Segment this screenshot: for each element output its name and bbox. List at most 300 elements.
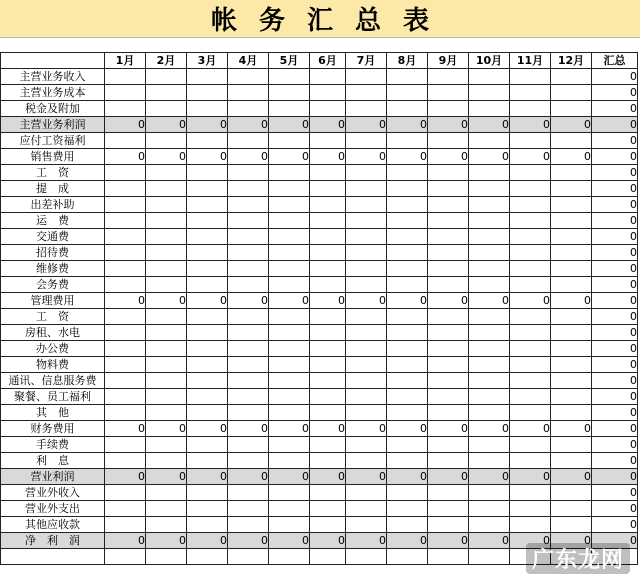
row-label[interactable]: 销售费用: [1, 149, 105, 165]
value-cell[interactable]: [428, 437, 469, 453]
value-cell[interactable]: [510, 85, 551, 101]
row-label[interactable]: 主营业务成本: [1, 85, 105, 101]
value-cell[interactable]: [510, 341, 551, 357]
value-cell[interactable]: 0: [105, 293, 146, 309]
row-label[interactable]: 工 资: [1, 309, 105, 325]
value-cell[interactable]: 0: [146, 149, 187, 165]
value-cell[interactable]: [469, 357, 510, 373]
value-cell[interactable]: 0: [428, 533, 469, 549]
value-cell[interactable]: [469, 229, 510, 245]
value-cell[interactable]: [510, 485, 551, 501]
value-cell[interactable]: [346, 229, 387, 245]
value-cell[interactable]: [551, 501, 592, 517]
value-cell[interactable]: [469, 69, 510, 85]
value-cell[interactable]: [269, 261, 310, 277]
value-cell[interactable]: 0: [387, 293, 428, 309]
value-cell[interactable]: [387, 85, 428, 101]
value-cell[interactable]: [187, 197, 228, 213]
value-cell[interactable]: [346, 309, 387, 325]
value-cell[interactable]: 0: [105, 149, 146, 165]
value-cell[interactable]: [310, 181, 346, 197]
value-cell[interactable]: [269, 101, 310, 117]
value-cell[interactable]: [105, 261, 146, 277]
value-cell[interactable]: [269, 517, 310, 533]
value-cell[interactable]: [105, 277, 146, 293]
value-cell[interactable]: [228, 453, 269, 469]
value-cell[interactable]: [428, 165, 469, 181]
value-cell[interactable]: [510, 229, 551, 245]
row-label[interactable]: 物料费: [1, 357, 105, 373]
value-cell[interactable]: 0: [592, 149, 638, 165]
value-cell[interactable]: [228, 261, 269, 277]
value-cell[interactable]: [346, 341, 387, 357]
value-cell[interactable]: [105, 213, 146, 229]
value-cell[interactable]: [469, 85, 510, 101]
value-cell[interactable]: [228, 85, 269, 101]
value-cell[interactable]: 0: [592, 261, 638, 277]
value-cell[interactable]: [510, 213, 551, 229]
value-cell[interactable]: [146, 133, 187, 149]
value-cell[interactable]: 0: [592, 309, 638, 325]
value-cell[interactable]: 0: [592, 421, 638, 437]
value-cell[interactable]: [269, 213, 310, 229]
value-cell[interactable]: [428, 309, 469, 325]
value-cell[interactable]: 0: [592, 469, 638, 485]
value-cell[interactable]: [187, 357, 228, 373]
value-cell[interactable]: [310, 133, 346, 149]
value-cell[interactable]: [510, 261, 551, 277]
value-cell[interactable]: 0: [187, 421, 228, 437]
value-cell[interactable]: [469, 437, 510, 453]
value-cell[interactable]: [428, 213, 469, 229]
value-cell[interactable]: 0: [592, 405, 638, 421]
value-cell[interactable]: [228, 165, 269, 181]
value-cell[interactable]: [428, 405, 469, 421]
value-cell[interactable]: [310, 213, 346, 229]
value-cell[interactable]: [346, 181, 387, 197]
value-cell[interactable]: 0: [187, 533, 228, 549]
value-cell[interactable]: [469, 213, 510, 229]
value-cell[interactable]: [510, 517, 551, 533]
value-cell[interactable]: [310, 261, 346, 277]
value-cell[interactable]: 0: [592, 453, 638, 469]
value-cell[interactable]: [310, 197, 346, 213]
value-cell[interactable]: [346, 389, 387, 405]
value-cell[interactable]: [510, 437, 551, 453]
value-cell[interactable]: [551, 181, 592, 197]
value-cell[interactable]: [269, 69, 310, 85]
row-label[interactable]: 房租、水电: [1, 325, 105, 341]
value-cell[interactable]: [187, 517, 228, 533]
row-label[interactable]: 财务费用: [1, 421, 105, 437]
value-cell[interactable]: [551, 69, 592, 85]
value-cell[interactable]: 0: [592, 533, 638, 549]
value-cell[interactable]: [387, 197, 428, 213]
value-cell[interactable]: [228, 101, 269, 117]
value-cell[interactable]: [346, 261, 387, 277]
value-cell[interactable]: 0: [551, 533, 592, 549]
value-cell[interactable]: [187, 101, 228, 117]
value-cell[interactable]: 0: [387, 469, 428, 485]
value-cell[interactable]: [269, 245, 310, 261]
value-cell[interactable]: [228, 501, 269, 517]
value-cell[interactable]: [269, 309, 310, 325]
value-cell[interactable]: [269, 181, 310, 197]
value-cell[interactable]: 0: [228, 469, 269, 485]
value-cell[interactable]: 0: [592, 229, 638, 245]
value-cell[interactable]: [310, 453, 346, 469]
value-cell[interactable]: [310, 549, 346, 565]
value-cell[interactable]: [551, 325, 592, 341]
value-cell[interactable]: [310, 341, 346, 357]
value-cell[interactable]: [346, 85, 387, 101]
value-cell[interactable]: 0: [387, 149, 428, 165]
value-cell[interactable]: [105, 437, 146, 453]
value-cell[interactable]: [146, 549, 187, 565]
value-cell[interactable]: [387, 181, 428, 197]
value-cell[interactable]: [105, 357, 146, 373]
value-cell[interactable]: [310, 277, 346, 293]
value-cell[interactable]: 0: [551, 293, 592, 309]
value-cell[interactable]: [269, 405, 310, 421]
value-cell[interactable]: 0: [592, 133, 638, 149]
value-cell[interactable]: [105, 341, 146, 357]
row-label[interactable]: 利 息: [1, 453, 105, 469]
value-cell[interactable]: 0: [346, 533, 387, 549]
value-cell[interactable]: [387, 485, 428, 501]
value-cell[interactable]: [551, 197, 592, 213]
value-cell[interactable]: 0: [146, 293, 187, 309]
value-cell[interactable]: 0: [346, 421, 387, 437]
value-cell[interactable]: 0: [510, 293, 551, 309]
value-cell[interactable]: 0: [228, 533, 269, 549]
value-cell[interactable]: [146, 213, 187, 229]
value-cell[interactable]: 0: [592, 181, 638, 197]
value-cell[interactable]: [551, 309, 592, 325]
value-cell[interactable]: [146, 517, 187, 533]
value-cell[interactable]: [146, 85, 187, 101]
value-cell[interactable]: [510, 133, 551, 149]
value-cell[interactable]: [228, 373, 269, 389]
value-cell[interactable]: [310, 245, 346, 261]
value-cell[interactable]: 0: [428, 469, 469, 485]
value-cell[interactable]: 0: [228, 293, 269, 309]
value-cell[interactable]: [551, 517, 592, 533]
value-cell[interactable]: [187, 453, 228, 469]
value-cell[interactable]: [187, 309, 228, 325]
value-cell[interactable]: [187, 389, 228, 405]
value-cell[interactable]: [346, 437, 387, 453]
value-cell[interactable]: [228, 181, 269, 197]
value-cell[interactable]: [469, 261, 510, 277]
value-cell[interactable]: 0: [269, 149, 310, 165]
value-cell[interactable]: [146, 261, 187, 277]
value-cell[interactable]: 0: [592, 117, 638, 133]
row-label[interactable]: 运 费: [1, 213, 105, 229]
value-cell[interactable]: [428, 485, 469, 501]
value-cell[interactable]: [187, 405, 228, 421]
value-cell[interactable]: [187, 261, 228, 277]
value-cell[interactable]: 0: [269, 533, 310, 549]
value-cell[interactable]: [146, 165, 187, 181]
value-cell[interactable]: [387, 277, 428, 293]
value-cell[interactable]: [228, 245, 269, 261]
value-cell[interactable]: [510, 69, 551, 85]
value-cell[interactable]: [146, 181, 187, 197]
value-cell[interactable]: [387, 309, 428, 325]
value-cell[interactable]: [428, 453, 469, 469]
value-cell[interactable]: [428, 197, 469, 213]
row-label[interactable]: 应付工资福利: [1, 133, 105, 149]
value-cell[interactable]: 0: [592, 485, 638, 501]
value-cell[interactable]: [428, 181, 469, 197]
value-cell[interactable]: [146, 373, 187, 389]
value-cell[interactable]: [510, 277, 551, 293]
value-cell[interactable]: 0: [592, 325, 638, 341]
value-cell[interactable]: 0: [310, 533, 346, 549]
value-cell[interactable]: [387, 101, 428, 117]
value-cell[interactable]: [346, 325, 387, 341]
value-cell[interactable]: 0: [269, 117, 310, 133]
value-cell[interactable]: [310, 437, 346, 453]
value-cell[interactable]: [310, 485, 346, 501]
value-cell[interactable]: [105, 229, 146, 245]
value-cell[interactable]: [469, 485, 510, 501]
value-cell[interactable]: 0: [592, 341, 638, 357]
value-cell[interactable]: 0: [592, 293, 638, 309]
value-cell[interactable]: [228, 133, 269, 149]
row-label[interactable]: 税金及附加: [1, 101, 105, 117]
value-cell[interactable]: 0: [592, 85, 638, 101]
value-cell[interactable]: 0: [469, 469, 510, 485]
value-cell[interactable]: [187, 373, 228, 389]
value-cell[interactable]: 0: [469, 533, 510, 549]
value-cell[interactable]: [428, 389, 469, 405]
value-cell[interactable]: 0: [310, 293, 346, 309]
value-cell[interactable]: 0: [105, 469, 146, 485]
value-cell[interactable]: 0: [592, 373, 638, 389]
value-cell[interactable]: [269, 277, 310, 293]
value-cell[interactable]: [105, 85, 146, 101]
value-cell[interactable]: [146, 341, 187, 357]
value-cell[interactable]: [387, 69, 428, 85]
value-cell[interactable]: [228, 325, 269, 341]
value-cell[interactable]: [551, 373, 592, 389]
value-cell[interactable]: [105, 373, 146, 389]
value-cell[interactable]: [469, 277, 510, 293]
row-label[interactable]: 办公费: [1, 341, 105, 357]
value-cell[interactable]: [551, 101, 592, 117]
value-cell[interactable]: [228, 229, 269, 245]
value-cell[interactable]: [269, 197, 310, 213]
row-label[interactable]: 提 成: [1, 181, 105, 197]
value-cell[interactable]: 0: [228, 421, 269, 437]
value-cell[interactable]: [428, 501, 469, 517]
value-cell[interactable]: 0: [346, 293, 387, 309]
value-cell[interactable]: [346, 373, 387, 389]
value-cell[interactable]: [269, 437, 310, 453]
value-cell[interactable]: [469, 453, 510, 469]
value-cell[interactable]: 0: [510, 533, 551, 549]
value-cell[interactable]: [310, 325, 346, 341]
value-cell[interactable]: [228, 549, 269, 565]
row-label[interactable]: 其 他: [1, 405, 105, 421]
value-cell[interactable]: [469, 325, 510, 341]
value-cell[interactable]: [269, 501, 310, 517]
value-cell[interactable]: [269, 229, 310, 245]
value-cell[interactable]: [346, 549, 387, 565]
value-cell[interactable]: [387, 357, 428, 373]
value-cell[interactable]: [105, 69, 146, 85]
value-cell[interactable]: [310, 101, 346, 117]
value-cell[interactable]: [510, 165, 551, 181]
value-cell[interactable]: 0: [592, 197, 638, 213]
value-cell[interactable]: [551, 437, 592, 453]
value-cell[interactable]: [346, 213, 387, 229]
value-cell[interactable]: [228, 69, 269, 85]
value-cell[interactable]: [510, 501, 551, 517]
row-label[interactable]: 管理费用: [1, 293, 105, 309]
value-cell[interactable]: [428, 133, 469, 149]
value-cell[interactable]: 0: [228, 117, 269, 133]
value-cell[interactable]: 0: [346, 117, 387, 133]
value-cell[interactable]: [346, 197, 387, 213]
value-cell[interactable]: [269, 549, 310, 565]
value-cell[interactable]: 0: [551, 149, 592, 165]
value-cell[interactable]: [551, 85, 592, 101]
value-cell[interactable]: [228, 197, 269, 213]
value-cell[interactable]: 0: [269, 293, 310, 309]
row-label[interactable]: 出差补助: [1, 197, 105, 213]
value-cell[interactable]: [187, 85, 228, 101]
value-cell[interactable]: [228, 437, 269, 453]
value-cell[interactable]: [146, 405, 187, 421]
value-cell[interactable]: [228, 277, 269, 293]
value-cell[interactable]: [310, 69, 346, 85]
value-cell[interactable]: 0: [146, 469, 187, 485]
value-cell[interactable]: [551, 453, 592, 469]
value-cell[interactable]: [428, 245, 469, 261]
value-cell[interactable]: [228, 341, 269, 357]
value-cell[interactable]: [269, 389, 310, 405]
value-cell[interactable]: [346, 245, 387, 261]
value-cell[interactable]: [551, 389, 592, 405]
value-cell[interactable]: [387, 325, 428, 341]
value-cell[interactable]: [387, 341, 428, 357]
value-cell[interactable]: [105, 197, 146, 213]
value-cell[interactable]: 0: [592, 501, 638, 517]
value-cell[interactable]: [510, 197, 551, 213]
value-cell[interactable]: [105, 501, 146, 517]
value-cell[interactable]: 0: [310, 421, 346, 437]
value-cell[interactable]: [551, 341, 592, 357]
row-label[interactable]: 招待费: [1, 245, 105, 261]
value-cell[interactable]: [105, 389, 146, 405]
value-cell[interactable]: [387, 261, 428, 277]
value-cell[interactable]: [469, 133, 510, 149]
row-label[interactable]: 维修费: [1, 261, 105, 277]
value-cell[interactable]: [551, 133, 592, 149]
value-cell[interactable]: [428, 101, 469, 117]
value-cell[interactable]: 0: [105, 533, 146, 549]
value-cell[interactable]: 0: [592, 101, 638, 117]
value-cell[interactable]: [187, 181, 228, 197]
value-cell[interactable]: [469, 405, 510, 421]
value-cell[interactable]: 0: [346, 149, 387, 165]
value-cell[interactable]: [105, 165, 146, 181]
value-cell[interactable]: [346, 165, 387, 181]
value-cell[interactable]: [428, 69, 469, 85]
value-cell[interactable]: [146, 245, 187, 261]
value-cell[interactable]: [551, 485, 592, 501]
value-cell[interactable]: [551, 261, 592, 277]
value-cell[interactable]: [228, 389, 269, 405]
value-cell[interactable]: [105, 101, 146, 117]
value-cell[interactable]: [346, 405, 387, 421]
value-cell[interactable]: [346, 277, 387, 293]
value-cell[interactable]: [269, 133, 310, 149]
value-cell[interactable]: 0: [387, 117, 428, 133]
value-cell[interactable]: [187, 165, 228, 181]
value-cell[interactable]: 0: [310, 117, 346, 133]
value-cell[interactable]: 0: [592, 437, 638, 453]
value-cell[interactable]: [228, 357, 269, 373]
value-cell[interactable]: [187, 69, 228, 85]
value-cell[interactable]: [310, 405, 346, 421]
row-label[interactable]: 营业外收入: [1, 485, 105, 501]
value-cell[interactable]: [510, 325, 551, 341]
value-cell[interactable]: [269, 373, 310, 389]
value-cell[interactable]: [551, 213, 592, 229]
value-cell[interactable]: [310, 85, 346, 101]
value-cell[interactable]: [105, 549, 146, 565]
value-cell[interactable]: [269, 165, 310, 181]
value-cell[interactable]: [146, 485, 187, 501]
value-cell[interactable]: [428, 517, 469, 533]
value-cell[interactable]: [428, 277, 469, 293]
value-cell[interactable]: [310, 373, 346, 389]
value-cell[interactable]: 0: [551, 117, 592, 133]
value-cell[interactable]: [269, 357, 310, 373]
row-label[interactable]: 主营业务利润: [1, 117, 105, 133]
value-cell[interactable]: [469, 197, 510, 213]
row-label[interactable]: 营业利润: [1, 469, 105, 485]
value-cell[interactable]: [187, 549, 228, 565]
value-cell[interactable]: [105, 485, 146, 501]
value-cell[interactable]: 0: [428, 149, 469, 165]
value-cell[interactable]: [387, 453, 428, 469]
value-cell[interactable]: [428, 341, 469, 357]
value-cell[interactable]: [105, 309, 146, 325]
row-label[interactable]: 其他应收款: [1, 517, 105, 533]
value-cell[interactable]: 0: [387, 421, 428, 437]
value-cell[interactable]: [469, 181, 510, 197]
value-cell[interactable]: [510, 101, 551, 117]
value-cell[interactable]: [146, 325, 187, 341]
value-cell[interactable]: [105, 453, 146, 469]
value-cell[interactable]: 0: [269, 421, 310, 437]
value-cell[interactable]: [387, 165, 428, 181]
value-cell[interactable]: 0: [469, 421, 510, 437]
value-cell[interactable]: [187, 245, 228, 261]
value-cell[interactable]: [469, 501, 510, 517]
value-cell[interactable]: 0: [592, 165, 638, 181]
value-cell[interactable]: [187, 501, 228, 517]
value-cell[interactable]: [187, 325, 228, 341]
value-cell[interactable]: 0: [228, 149, 269, 165]
value-cell[interactable]: 0: [592, 245, 638, 261]
value-cell[interactable]: [428, 261, 469, 277]
